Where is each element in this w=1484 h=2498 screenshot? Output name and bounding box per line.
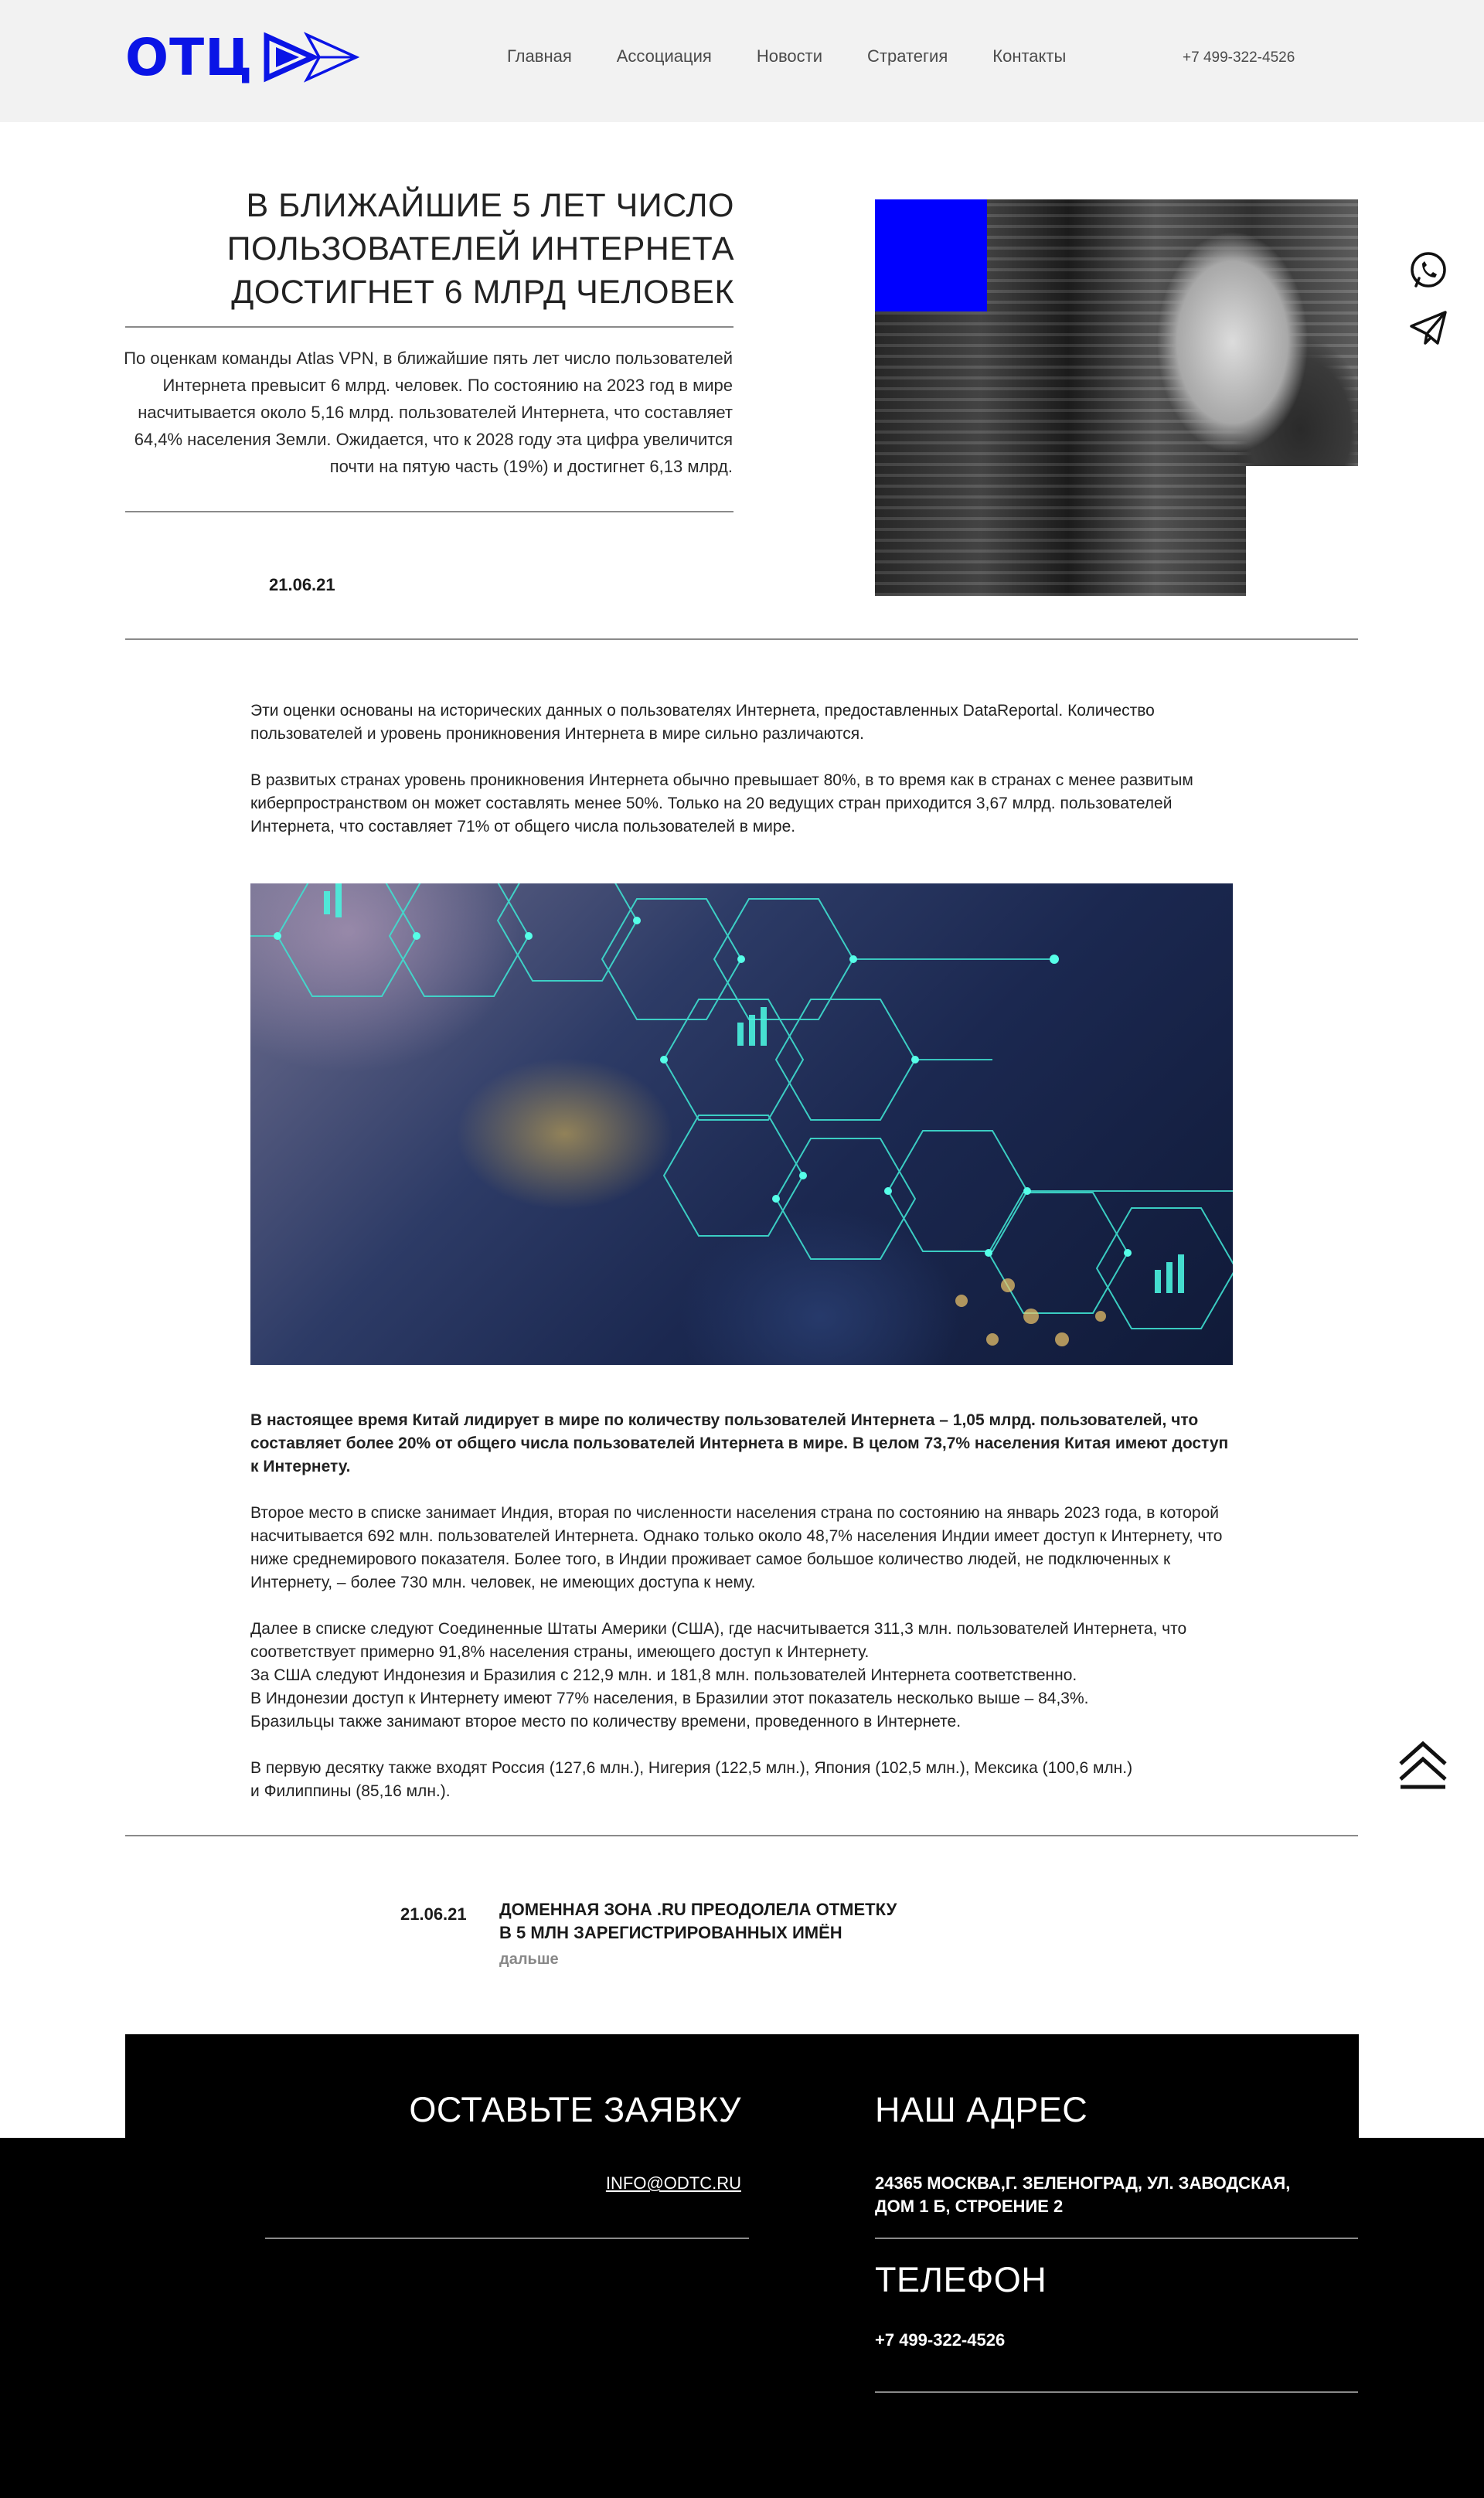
email-link[interactable]: INFO@ODTC.RU xyxy=(605,2173,741,2193)
telegram-icon[interactable] xyxy=(1408,308,1448,348)
hexagon-network-graphic xyxy=(250,883,1233,1365)
nav-link-association[interactable]: Ассоциация xyxy=(616,46,712,66)
read-more-link[interactable]: дальше xyxy=(499,1951,559,1968)
footer-top-block xyxy=(125,2034,1359,2142)
footer-phone-link[interactable]: +7 499-322-4526 xyxy=(875,2330,1006,2350)
hero-divider xyxy=(125,638,1358,640)
related-title-line: ДОМЕННАЯ ЗОНА .RU ПРЕОДОЛЕЛА ОТМЕТКУ xyxy=(499,1900,897,1919)
play-arrows-icon xyxy=(264,30,359,84)
related-news-date: 21.06.21 xyxy=(400,1904,467,1924)
site-logo[interactable] xyxy=(125,26,359,88)
article-highlight-paragraph: В настоящее время Китай лидирует в мире по количеству пользователей Интернета – 1,05 млрд. пользователей, что составляет более 20% от общего числа пользователей Интернета в мире. В целом 73,7% населения Китая имеют доступ к Интернету. xyxy=(250,1411,1229,1475)
whatsapp-icon[interactable] xyxy=(1408,250,1448,291)
article-paragraph: Эти оценки основаны на исторических данных о пользователях Интернета, предоставленных DataReportal. Количество пользователей и уровень проникновения Интернета в мире сильно различаются. xyxy=(250,702,1155,743)
scroll-to-top-icon[interactable] xyxy=(1397,1739,1448,1790)
nav-link-strategy[interactable]: Стратегия xyxy=(867,46,948,66)
site-header xyxy=(0,0,1484,122)
address-divider xyxy=(875,2238,1358,2239)
blue-accent-square xyxy=(875,199,987,311)
nav-link-contacts[interactable]: Контакты xyxy=(992,46,1067,66)
request-heading: ОСТАВЬТЕ ЗАЯВКУ xyxy=(409,2090,741,2129)
header-phone-link[interactable]: +7 499-322-4526 xyxy=(1183,49,1295,66)
article-intro xyxy=(250,699,1240,862)
article-body xyxy=(250,1409,1240,1826)
request-divider xyxy=(265,2238,749,2239)
address-heading: НАШ АДРЕС xyxy=(875,2090,1088,2129)
hero-photo xyxy=(875,199,1358,596)
article-lead: По оценкам команды Atlas VPN, в ближайшие пять лет число пользователей Интернета превысит 6 млрд. человек. По состоянию на 2023 год в мире насчитывается около 5,16 млрд. пользователей Интернета, что составляет 64,4% населения Земли. Ожидается, что к 2028 году эта цифра увеличится почти на пятую часть (19%) и достигнет 6,13 млрд. xyxy=(124,349,733,476)
nav-link-news[interactable]: Новости xyxy=(756,46,823,66)
title-divider xyxy=(125,326,733,328)
phone-heading: ТЕЛЕФОН xyxy=(875,2260,1047,2299)
article-title: В БЛИЖАЙШИЕ 5 ЛЕТ ЧИСЛО ПОЛЬЗОВАТЕЛЕЙ ИНТЕРНЕТА ДОСТИГНЕТ 6 МЛРД ЧЕЛОВЕК xyxy=(226,187,734,311)
network-tech-image xyxy=(250,883,1233,1365)
article-paragraph: Второе место в списке занимает Индия, вторая по численности населения страна по состоянию на январь 2023 года, в которой насчитывается 692 млн. пользователей Интернета. Однако только около 48,7% населения Индии имеет доступ к Интернету, что ниже среднемирового показателя. Более того, в Индии проживает самое большое количество людей, не подключенных к Интернету, – более 730 млн. человек, не имеющих доступа к нему. xyxy=(250,1504,1223,1591)
address-text xyxy=(875,2172,1290,2218)
related-divider xyxy=(125,1835,1358,1836)
related-title-line: В 5 МЛН ЗАРЕГИСТРИРОВАННЫХ ИМЁН xyxy=(499,1923,842,1942)
article-paragraph: В первую десятку также входят Россия (127,6 млн.), Нигерия (122,5 млн.), Япония (102,5 млн.), Мексика (100,6 млн.) и Филиппины (85,16 млн.). xyxy=(250,1759,1133,1800)
main-nav xyxy=(507,46,1111,73)
article-date: 21.06.21 xyxy=(269,575,335,594)
nav-link-home[interactable]: Главная xyxy=(507,46,572,66)
address-line: ДОМ 1 Б, СТРОЕНИЕ 2 xyxy=(875,2197,1064,2216)
article-paragraph: В развитых странах уровень проникновения Интернета обычно превышает 80%, в то время как в странах с менее развитым киберпространством он может составлять менее 50%. Только на 20 ведущих стран приходится 3,67 млрд. пользователей Интернета, что составляет 71% от общего числа пользователей в мире. xyxy=(250,771,1193,836)
lead-divider xyxy=(125,511,733,512)
article-paragraph: Далее в списке следуют Соединенные Штаты Америки (США), где насчитывается 311,3 млн. пользователей Интернета, что соответствует примерно 91,8% населения страны, имеющего доступ к Интернету. За США следуют Индонезия и Бразилия с 212,9 млн. и 181,8 млн. пользователей Интернета соответственно. В Индонезии доступ к Интернету имеют 77% населения, в Бразилии этот показатель несколько выше – 84,3%. Бразильцы также занимают второе место по количеству времени, проведенного в Интернете. xyxy=(250,1620,1187,1731)
logo-text: ОТЦ xyxy=(125,27,254,87)
phone-divider xyxy=(875,2391,1358,2393)
related-news-title[interactable] xyxy=(499,1898,979,1945)
address-line: 24365 МОСКВА,Г. ЗЕЛЕНОГРАД, УЛ. ЗАВОДСКАЯ, xyxy=(875,2173,1291,2193)
